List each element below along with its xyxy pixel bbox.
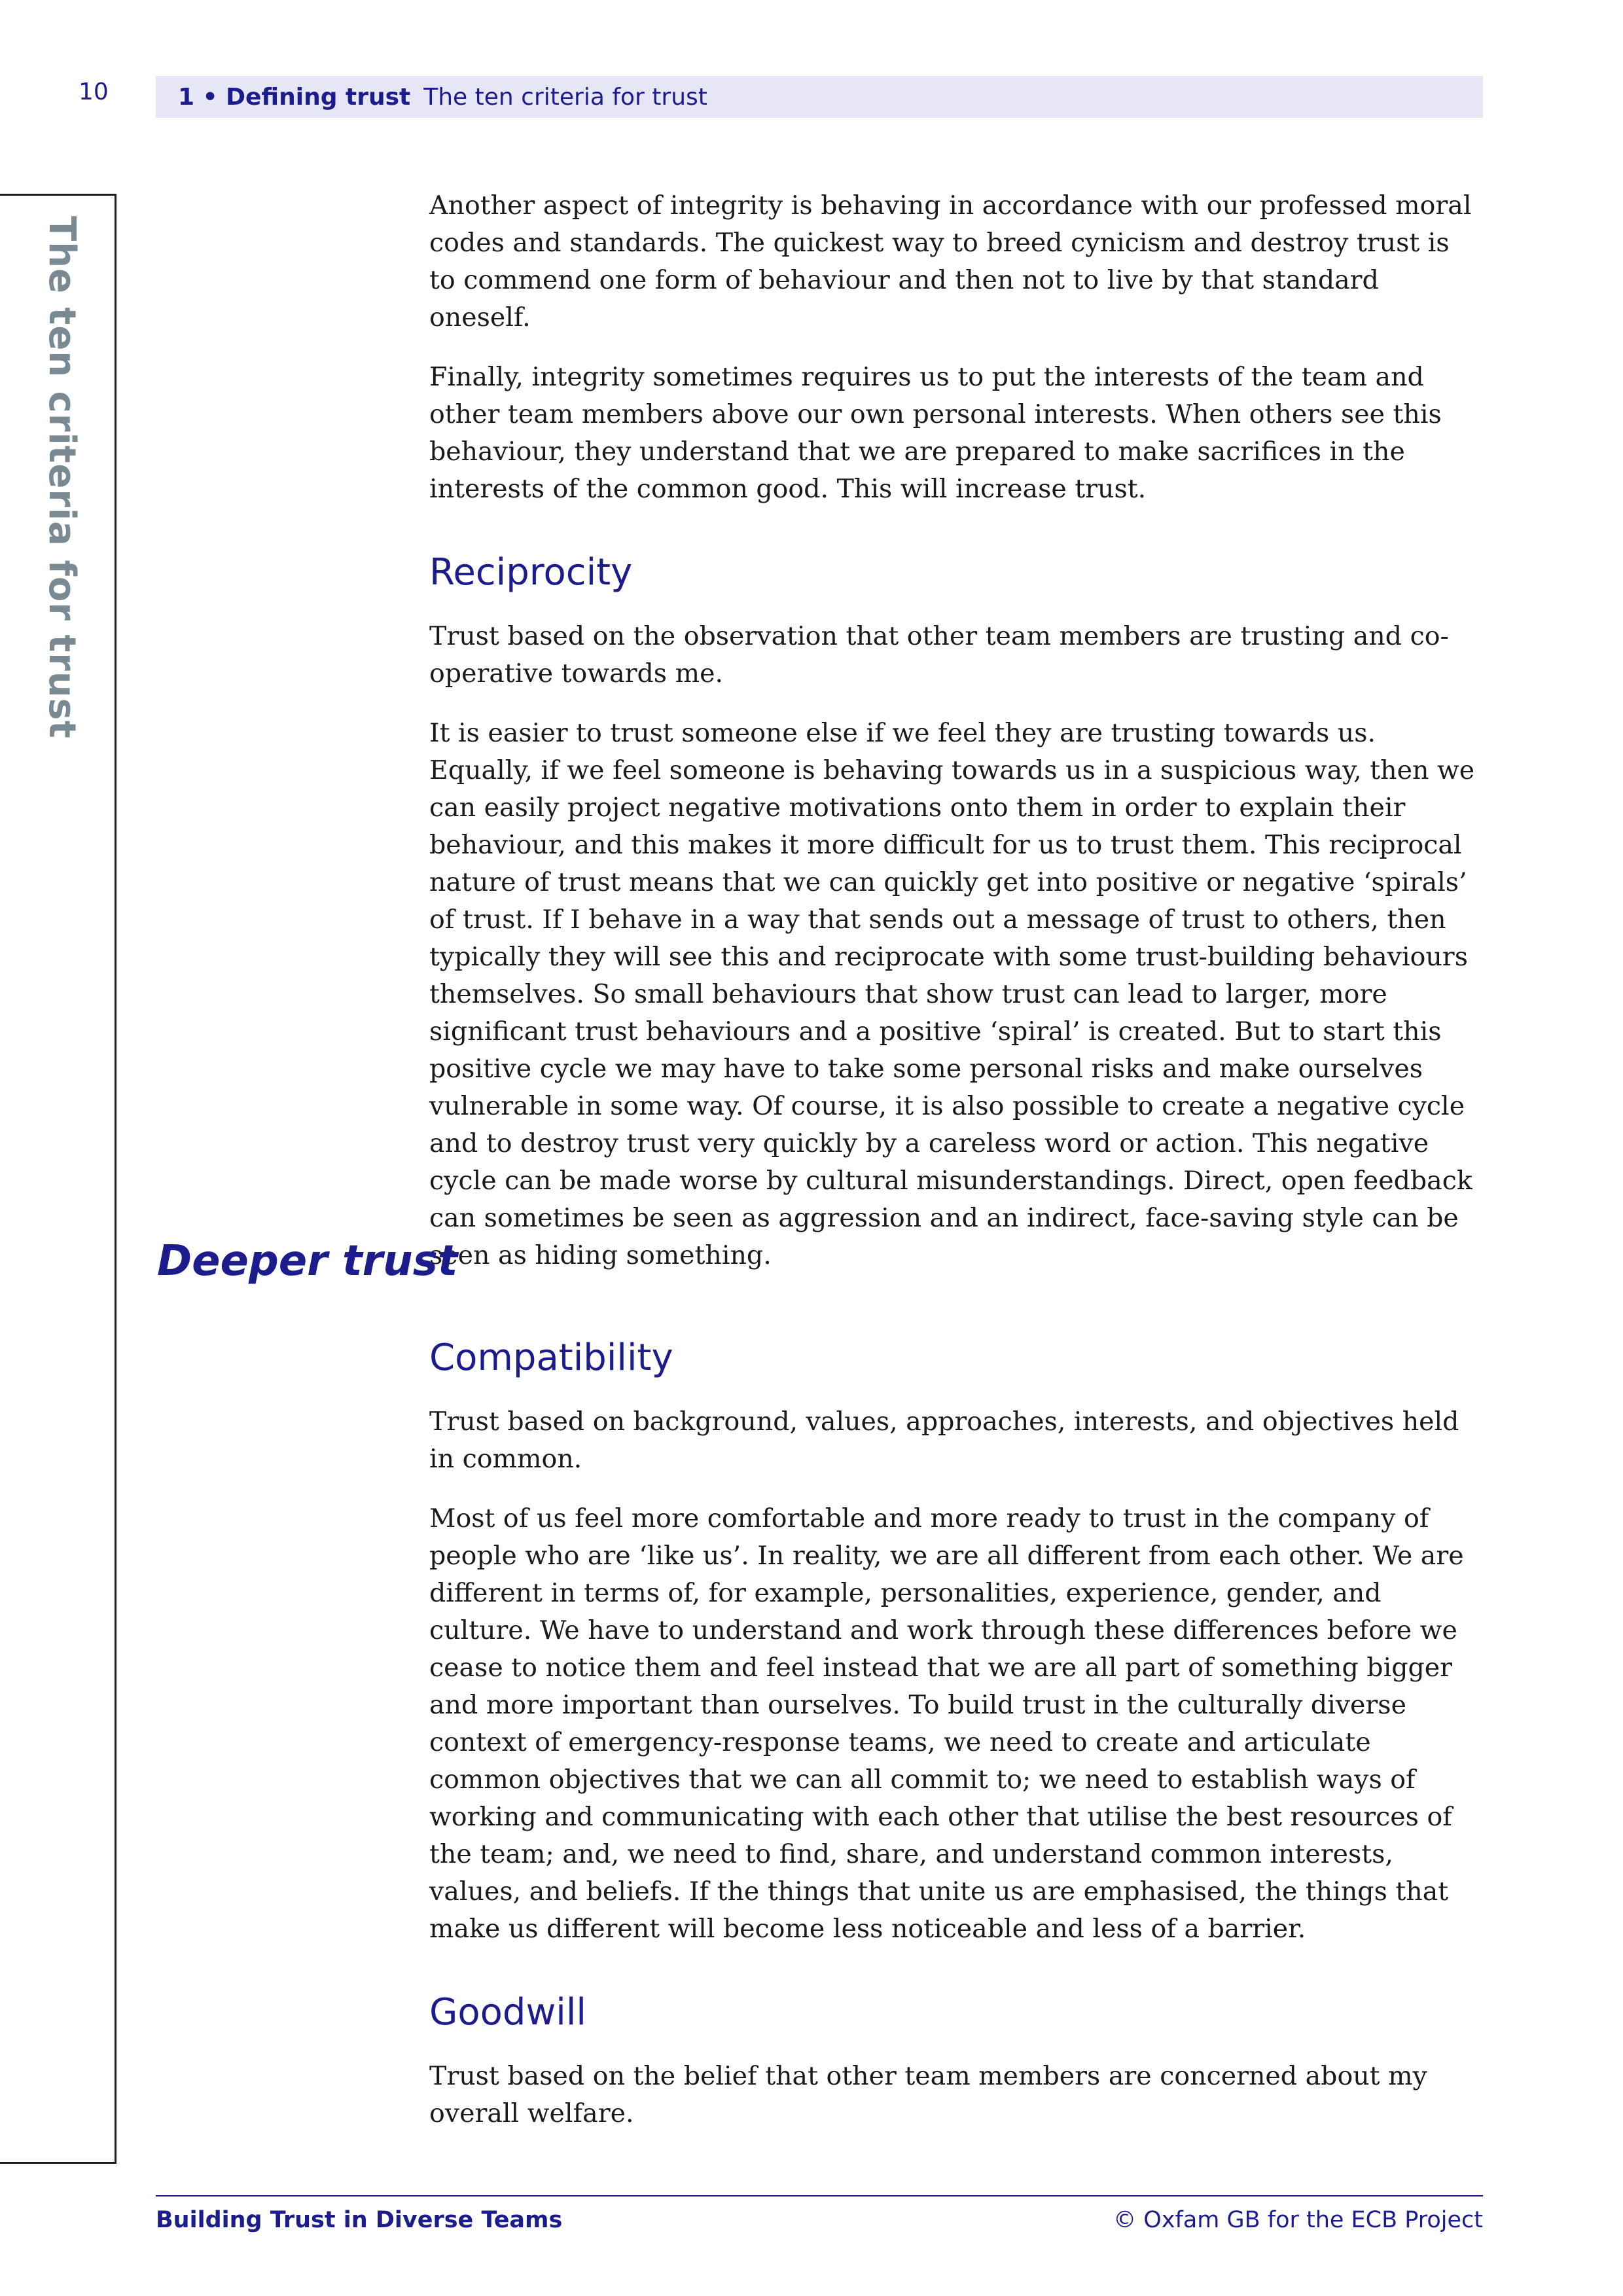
section-label: The ten criteria for trust — [423, 83, 707, 111]
goodwill-heading: Goodwill — [429, 1991, 586, 2034]
side-tab-label: The ten criteria for trust — [41, 216, 83, 739]
reciprocity-heading: Reciprocity — [429, 551, 633, 594]
page-number: 10 — [79, 79, 109, 105]
integrity-paragraph-1: Another aspect of integrity is behaving in accordance with our professed moral codes and standards. The quickest way to breed cynicism and destroy trust is to commend one form of behaviour and then not to live by that standard oneself. — [429, 190, 1472, 332]
main-column-lower — [429, 1335, 1482, 2155]
compatibility-definition: Trust based on background, values, approaches, interests, and objectives held in common. — [429, 1407, 1459, 1474]
main-column-upper — [429, 187, 1482, 1297]
footer-rule — [156, 2195, 1483, 2197]
integrity-paragraph-2: Finally, integrity sometimes requires us to put the interests of the team and other team members above our own personal interests. When others see this behaviour, they understand that we are prepared to make sacrifices in the interests of the common good. This will increase trust. — [429, 362, 1442, 504]
running-header — [156, 76, 1483, 118]
reciprocity-definition: Trust based on the observation that other team members are trusting and co-operative towards me. — [429, 621, 1449, 689]
deeper-trust-heading: Deeper trust — [157, 1237, 458, 1285]
compatibility-heading: Compatibility — [429, 1336, 673, 1379]
footer-book-title: Building Trust in Diverse Teams — [156, 2207, 563, 2233]
chapter-label: 1 • Defining trust — [178, 83, 411, 111]
reciprocity-body: It is easier to trust someone else if we feel they are trusting towards us. Equally, if we feel someone is behaving towards us in a suspicious way, then we can easily project negative motivations onto them in order to explain their behaviour, and this makes it more difficult for us to trust them. This reciprocal nature of trust means that we can quickly get into positive or negative ‘spirals’ of trust. If I behave in a way that sends out a message of trust to others, then typically they will see this and reciprocate with some trust-building behaviours themselves. So small behaviours that show trust can lead to larger, more significant trust behaviours and a positive ‘spiral’ is created. But to start this positive cycle we may have to take some personal risks and make ourselves vulnerable in some way. Of course, it is also possible to create a negative cycle and to destroy trust very quickly by a careless word or action. This negative cycle can be made worse by cultural misunderstandings. Direct, open feedback can sometimes be seen as aggression and an indirect, face-saving style can be seen as hiding something. — [429, 718, 1475, 1270]
footer-copyright: © Oxfam GB for the ECB Project — [1113, 2207, 1483, 2233]
goodwill-definition: Trust based on the belief that other team members are concerned about my overall welfare. — [429, 2061, 1427, 2128]
compatibility-body: Most of us feel more comfortable and more ready to trust in the company of people who are ‘like us’. In reality, we are all different from each other. We are different in terms of, for example, personalities, experience, gender, and culture. We have to understand and work through these differences before we cease to notice them and feel instead that we are all part of something bigger and more important than ourselves. To build trust in the culturally diverse context of emergency-response teams, we need to create and articulate common objectives that we can all commit to; we need to establish ways of working and communicating with each other that utilise the best resources of the team; and, we need to find, share, and understand common interests, values, and beliefs. If the things that unite us are emphasised, the things that make us different will become less noticeable and less of a barrier. — [429, 1503, 1464, 1944]
